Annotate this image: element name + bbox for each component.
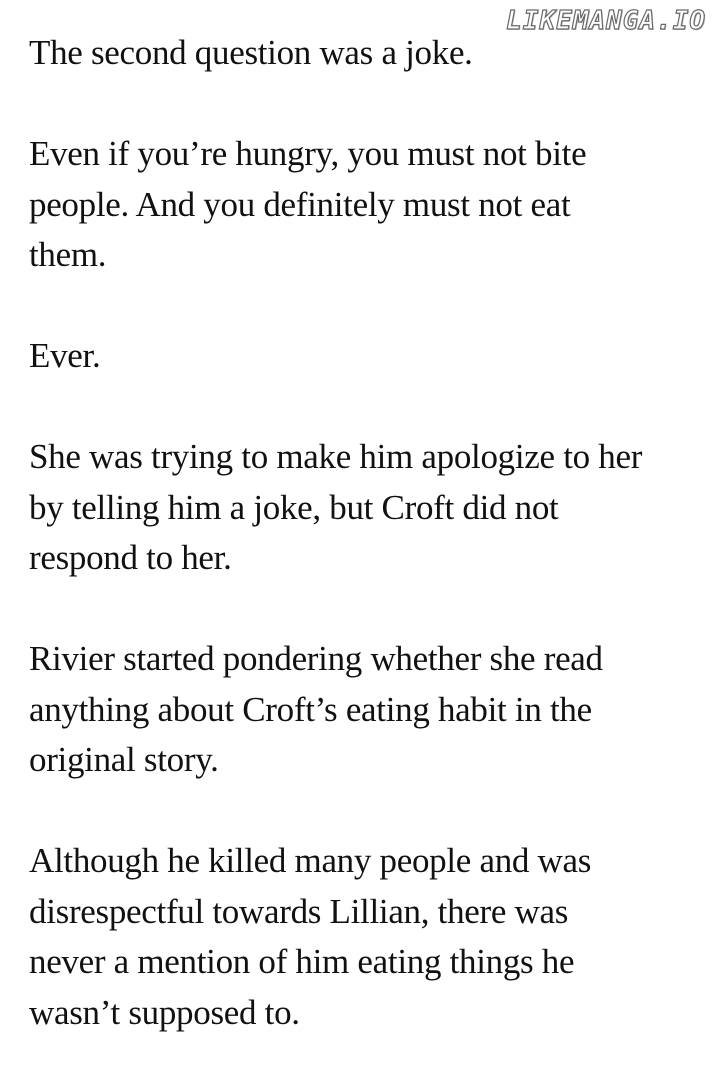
- text-line: wasn’t supposed to.: [29, 992, 300, 1032]
- text-line: Although he killed many people and was: [29, 841, 592, 880]
- text-line: original story.: [29, 740, 219, 779]
- paragraph-6: [29, 836, 709, 1038]
- text-line: She was trying to make him apologize to her: [29, 437, 643, 476]
- text-line: anything about Croft’s eating habit in the: [29, 689, 592, 729]
- text-line: The second question was a joke.: [29, 33, 473, 72]
- text-line: disrespectful towards Lillian, there was: [29, 891, 569, 931]
- text-line: never a mention of him eating things he: [29, 942, 575, 981]
- text-line: Even if you’re hungry, you must not bite: [29, 134, 587, 173]
- paragraph-4: [29, 432, 709, 584]
- text-line: respond to her.: [29, 538, 232, 577]
- text-line: by telling him a joke, but Croft did not: [29, 487, 559, 527]
- paragraph-2: [29, 129, 709, 281]
- text-line: Ever.: [29, 336, 101, 375]
- paragraph-1: [29, 28, 709, 79]
- text-line: people. And you definitely must not eat: [29, 184, 571, 224]
- text-line: Rivier started pondering whether she read: [29, 639, 603, 678]
- paragraph-5: [29, 634, 709, 786]
- paragraph-3: [29, 331, 709, 382]
- novel-text: [29, 28, 709, 1089]
- watermark: LIKEMANGA.IO: [506, 6, 706, 36]
- text-line: them.: [29, 235, 107, 274]
